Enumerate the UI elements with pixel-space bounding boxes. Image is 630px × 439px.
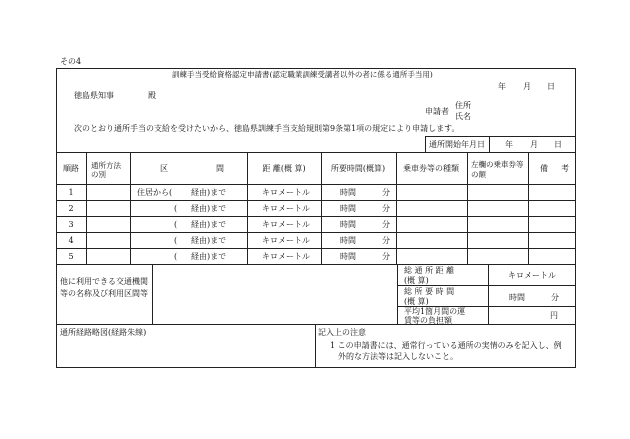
row-4-via: 経由)まで [191,236,227,245]
row-5-no: 5 [68,252,74,261]
row-2-via: 経由)まで [191,204,227,213]
note-1-line-1: 1 この申請書には、通常行っている通所の実情のみを記入し、例 [330,341,562,350]
avg-label-2: 賃等の負担額 [404,316,452,325]
total-time-hours: 時間 [509,293,525,302]
statement: 次のとおり通所手当の支給を受けたいから、徳島県訓練手当支給規則第9条第1項の規定により申請します。 [74,124,460,133]
total-distance-label-1: 総 通 所 距 離 [404,266,455,275]
row-1-from: 住居から( [137,188,173,197]
header-ticket-amount: 左欄の乗車券等の額 [471,160,524,179]
row-5-from: ( [174,252,178,261]
date-day: 日 [547,82,555,91]
row-4-no: 4 [68,236,74,245]
name-label: 氏名 [455,112,471,121]
total-time-label-2: (概 算) [404,297,429,306]
row-2-from: ( [174,204,178,213]
row-1-mins: 分 [382,188,390,197]
total-distance-label-2: (概 算) [404,276,429,285]
header-section-1: 区 [160,164,168,173]
row-3-from: ( [174,220,178,229]
row-5-mins: 分 [382,252,390,261]
start-year: 年 [505,140,513,149]
form-frame [56,68,576,368]
header-remarks-1: 備 [540,164,548,173]
other-transport-label: 他に利用できる交通機関等の名称及び利用区間等 [60,277,148,298]
start-month: 月 [530,140,538,149]
date-month: 月 [523,82,531,91]
row-1-via: 経由)まで [191,188,227,197]
date-year: 年 [498,82,506,91]
row-5-hours: 時間 [340,252,356,261]
row-4-mins: 分 [382,236,390,245]
start-day: 日 [554,140,562,149]
avg-label-1: 平均1箇月間の運 [404,307,466,316]
notes-title: 記入上の注意 [318,328,366,337]
total-time-mins: 分 [551,293,559,302]
row-3-hours: 時間 [340,220,356,229]
avg-unit: 円 [550,311,558,320]
row-4-hours: 時間 [340,236,356,245]
row-2-mins: 分 [382,204,390,213]
row-3-no: 3 [68,220,74,229]
row-3-km: キロメートル [262,220,310,229]
applicant-label: 申請者 [425,107,449,116]
form-title: 訓練手当受給資格認定申請書(認定職業訓練受講者以外の者に係る通所手当用) [172,70,433,79]
row-4-from: ( [174,236,178,245]
total-distance-unit: キロメートル [508,271,556,280]
route-map-label: 通所経路略図(経路朱線) [60,328,147,337]
header-remarks-2: 考 [561,164,569,173]
row-2-no: 2 [68,204,74,213]
row-1-hours: 時間 [340,188,356,197]
note-1-line-2: 外的な方法等は記入しないこと。 [338,352,458,361]
honorific: 殿 [148,91,156,100]
total-time-label-1: 総 所 要 時 間 [404,287,455,296]
row-5-km: キロメートル [262,252,310,261]
form-number: その4 [60,57,82,66]
address-label: 住所 [455,101,471,110]
header-order: 順路 [63,164,79,173]
row-2-km: キロメートル [262,204,310,213]
row-1-km: キロメートル [262,188,310,197]
header-method: 通所方法の別 [91,161,121,179]
row-2-hours: 時間 [340,204,356,213]
row-3-mins: 分 [382,220,390,229]
header-distance: 距 離(概 算) [262,164,306,173]
header-section-2: 間 [216,164,224,173]
start-date-label: 通所開始年月日 [429,140,485,149]
header-ticket-type: 乗車券等の種類 [403,164,459,173]
row-4-km: キロメートル [262,236,310,245]
addressee: 徳島県知事 [74,91,114,100]
row-3-via: 経由)まで [191,220,227,229]
row-1-no: 1 [68,188,74,197]
row-5-via: 経由)まで [191,252,227,261]
header-time: 所要時間(概算) [330,164,386,173]
